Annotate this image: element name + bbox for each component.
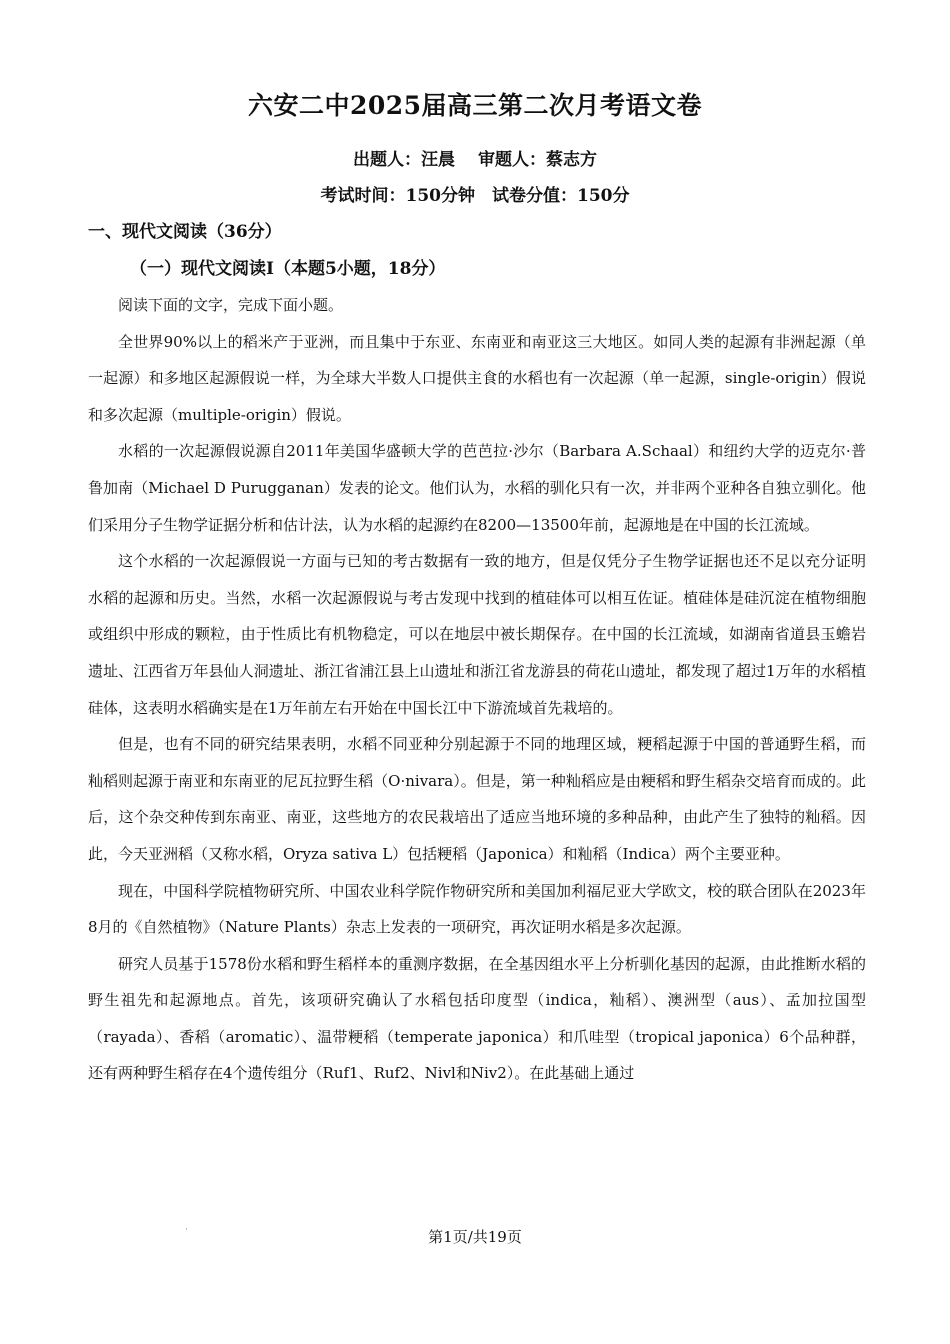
authors-line: 出题人：汪晨 审题人：蔡志方: [353, 150, 597, 170]
exam-title: 六安二中2025届高三第二次月考语文卷: [247, 91, 703, 120]
subsection-heading: （一）现代文阅读Ⅰ（本题5小题，18分）: [130, 259, 446, 279]
instruction-paragraph: 阅读下面的文字，完成下面小题。: [118, 296, 344, 314]
exam-info-line: 考试时间：150分钟 试卷分值：150分: [320, 186, 630, 206]
section-heading: 一、现代文阅读（36分）: [88, 222, 282, 242]
reading-passage: [88, 287, 866, 1092]
passage-paragraph: 研究人员基于1578份水稻和野生稻样本的重测序数据，在全基因组水平上分析驯化基因的起源，由此推断水稻的野生祖先和起源地点。首先，该项研究确认了水稻包括印度型（indica，籼稻）、澳洲型（aus）、孟加拉国型（rayada）、香稻（aromatic）、温带粳稻（temperate japonica）和爪哇型（tropical japonica）6个品种群，还有两种野生稻存在4个遗传组分（Ruf1、Ruf2、Nivl和Niv2）。在此基础上通过: [88, 954, 866, 1083]
page-footer: 第1页/共19页: [428, 1228, 522, 1246]
passage-paragraph: 全世界90%以上的稻米产于亚洲，而且集中于东亚、东南亚和南亚这三大地区。如同人类的起源有非洲起源（单一起源）和多地区起源假说一样，为全球大半数人口提供主食的水稻也有一次起源（单一起源，single-origin）假说和多次起源（multiple-origin）假说。: [88, 332, 866, 424]
passage-paragraph: 现在，中国科学院植物研究所、中国农业科学院作物研究所和美国加利福尼亚大学欧文，校的联合团队在2023年8月的《自然植物》（Nature Plants）杂志上发表的一项研究，再次证明水稻是多次起源。: [88, 881, 866, 937]
passage-paragraph: 但是，也有不同的研究结果表明，水稻不同亚种分别起源于不同的地理区域，粳稻起源于中国的普通野生稻，而籼稻则起源于南亚和东南亚的尼瓦拉野生稻（O·nivara）。但是，第一种籼稻应是由粳稻和野生稻杂交培育而成的。此后，这个杂交种传到东南亚、南亚，这些地方的农民栽培出了适应当地环境的多种品种，由此产生了独特的籼稻。因此，今天亚洲稻（又称水稻，Oryza sativa L）包括粳稻（Japonica）和籼稻（Indica）两个主要亚种。: [88, 735, 866, 863]
passage-paragraph: 这个水稻的一次起源假说一方面与已知的考古数据有一致的地方，但是仅凭分子生物学证据也还不足以充分证明水稻的起源和历史。当然，水稻一次起源假说与考古发现中找到的植硅体可以相互佐证。植硅体是硅沉淀在植物细胞或组织中形成的颗粒，由于性质比有机物稳定，可以在地层中被长期保存。在中国的长江流域，如湖南省道县玉蟾岩遗址、江西省万年县仙人洞遗址、浙江省浦江县上山遗址和浙江省龙游县的荷花山遗址，都发现了超过1万年的水稻植硅体，这表明水稻确实是在1万年前左右开始在中国长江中下游流域首先栽培的。: [88, 552, 866, 717]
passage-paragraph: 水稻的一次起源假说源自2011年美国华盛顿大学的芭芭拉·沙尔（Barbara A.Schaal）和纽约大学的迈克尔·普鲁加南（Michael D Purugganan）发表的论文。他们认为，水稻的驯化只有一次，并非两个亚种各自独立驯化。他们采用分子生物学证据分析和估计法，认为水稻的起源约在8200—13500年前，起源地是在中国的长江流域。: [88, 442, 866, 534]
